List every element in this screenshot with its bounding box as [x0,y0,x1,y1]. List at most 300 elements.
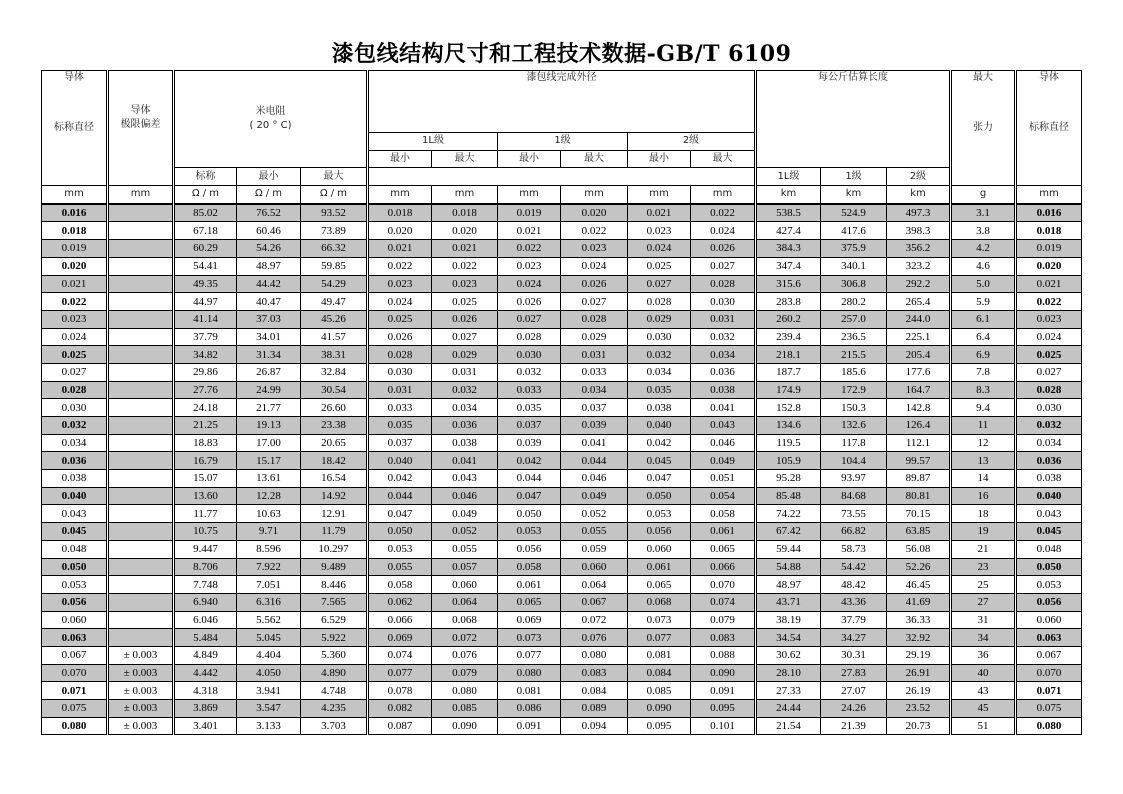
header-2-min: 最小 [628,150,691,168]
document-title: 漆包线结构尺寸和工程技术数据-GB/T 6109 [331,41,792,67]
table-cell: 0.021 [432,240,498,258]
table-cell: 164.7 [887,381,951,399]
table-cell: 23.38 [301,417,368,435]
table-cell [108,399,174,417]
table-cell: 51 [951,717,1016,735]
header-1l-min: 最小 [368,150,432,168]
table-cell: 0.027 [42,363,108,381]
table-cell: 280.2 [821,293,887,311]
table-cell: 26.60 [301,399,368,417]
table-cell: 27.33 [756,682,821,700]
table-cell: 0.022 [691,204,756,222]
table-cell: 0.042 [498,452,561,470]
header-conductor2-label: 导体 [130,105,151,117]
table-cell: 28.10 [756,664,821,682]
table-cell: 0.089 [561,700,628,718]
table-cell: 37.03 [237,310,301,328]
table-body [42,204,1082,735]
units-row [42,186,1082,204]
table-cell: 0.026 [691,240,756,258]
table-cell: 0.074 [368,646,432,664]
table-cell: 0.038 [42,470,108,488]
table-cell: 0.031 [561,346,628,364]
table-cell: 59.44 [756,540,821,558]
table-cell [108,470,174,488]
table-cell: 21.54 [756,717,821,735]
table-cell: 0.065 [498,593,561,611]
table-cell: 0.024 [628,240,691,258]
table-cell: 0.041 [691,399,756,417]
table-cell [108,328,174,346]
table-cell: 0.079 [432,664,498,682]
table-row [42,664,1082,682]
table-cell: 0.077 [368,664,432,682]
table-cell: 99.57 [887,452,951,470]
header-1-min: 最小 [498,150,561,168]
table-cell: 37.79 [821,611,887,629]
table-cell: 26.87 [237,363,301,381]
table-cell: 0.067 [561,593,628,611]
table-cell: 0.071 [1016,682,1082,700]
table-cell: 3.941 [237,682,301,700]
table-cell: 48.97 [756,576,821,594]
table-cell: 0.072 [561,611,628,629]
table-cell: 0.062 [368,593,432,611]
table-cell: 150.3 [821,399,887,417]
table-cell: 0.024 [1016,328,1082,346]
table-cell: 0.037 [368,434,432,452]
table-cell: 0.021 [498,222,561,240]
table-cell: 260.2 [756,310,821,328]
table-cell: 0.024 [498,275,561,293]
table-cell: 34.01 [237,328,301,346]
header-conductor-diameter-right [1016,71,1082,186]
table-cell: 0.090 [432,717,498,735]
table-cell: 347.4 [756,257,821,275]
table-cell: 0.043 [432,470,498,488]
table-cell: 30.54 [301,381,368,399]
table-cell: 0.031 [368,381,432,399]
table-cell: 356.2 [887,240,951,258]
table-cell [108,310,174,328]
table-cell: 0.095 [628,717,691,735]
table-cell: 0.055 [368,558,432,576]
table-row [42,646,1082,664]
table-cell: 27.07 [821,682,887,700]
table-cell: 0.024 [42,328,108,346]
table-cell: 13.60 [174,487,237,505]
table-row [42,222,1082,240]
table-cell: 0.080 [1016,717,1082,735]
table-cell: 0.047 [498,487,561,505]
table-cell: 292.2 [887,275,951,293]
table-cell: 67.18 [174,222,237,240]
table-cell: 0.064 [432,593,498,611]
table-cell: 18.83 [174,434,237,452]
table-cell: 46.45 [887,576,951,594]
table-cell: 10.63 [237,505,301,523]
table-cell: 54.42 [821,558,887,576]
table-cell: 0.020 [42,257,108,275]
table-cell: 20.73 [887,717,951,735]
table-cell: 218.1 [756,346,821,364]
table-cell: 9.447 [174,540,237,558]
table-cell: 95.28 [756,470,821,488]
table-row [42,363,1082,381]
header-nominal-diameter-label: 标称直径 [54,122,94,133]
table-cell: 52.26 [887,558,951,576]
table-cell [108,275,174,293]
table-row [42,611,1082,629]
table-cell: 0.022 [561,222,628,240]
table-cell: 185.6 [821,363,887,381]
table-cell: 0.043 [42,505,108,523]
table-cell: 205.4 [887,346,951,364]
table-cell: 0.030 [1016,399,1082,417]
table-cell: 0.056 [628,523,691,541]
table-cell: 0.084 [628,664,691,682]
table-row [42,381,1082,399]
table-cell: 0.088 [691,646,756,664]
table-row [42,629,1082,647]
table-cell: 18 [951,505,1016,523]
table-cell: 0.032 [691,328,756,346]
table-cell: 48.97 [237,257,301,275]
table-cell: 112.1 [887,434,951,452]
table-cell: 80.81 [887,487,951,505]
table-cell: 0.070 [42,664,108,682]
table-cell: 0.032 [1016,417,1082,435]
table-cell: 0.066 [691,558,756,576]
table-cell: 0.039 [561,417,628,435]
table-cell: 11.79 [301,523,368,541]
table-cell: 26.19 [887,682,951,700]
table-cell: 74.22 [756,505,821,523]
table-cell: 0.044 [368,487,432,505]
table-cell: 9.4 [951,399,1016,417]
table-cell: 5.922 [301,629,368,647]
header-spacer [368,168,756,186]
table-cell: 0.034 [561,381,628,399]
unit-cell: mm [368,186,432,204]
table-cell: 11.77 [174,505,237,523]
table-row [42,417,1082,435]
table-row [42,204,1082,222]
table-cell: 0.090 [691,664,756,682]
table-cell: 24.26 [821,700,887,718]
table-cell: 0.070 [691,576,756,594]
header-res-max: 最大 [301,168,368,186]
table-cell: 0.063 [42,629,108,647]
table-cell: 3.1 [951,204,1016,222]
table-cell: 0.050 [498,505,561,523]
header-row-1 [42,71,1082,133]
table-cell: 0.038 [1016,470,1082,488]
table-cell: 41.14 [174,310,237,328]
table-cell: 44.97 [174,293,237,311]
table-cell: 0.072 [432,629,498,647]
table-cell: 3.869 [174,700,237,718]
table-cell: 0.053 [42,576,108,594]
table-cell: 4.849 [174,646,237,664]
table-cell: 0.070 [1016,664,1082,682]
table-cell: 126.4 [887,417,951,435]
table-cell: 0.058 [368,576,432,594]
table-cell: 0.077 [498,646,561,664]
table-cell: 0.022 [432,257,498,275]
table-cell: 4.235 [301,700,368,718]
table-cell: 0.053 [628,505,691,523]
table-cell: 283.8 [756,293,821,311]
table-cell: 31.34 [237,346,301,364]
table-cell: 85.48 [756,487,821,505]
header-tolerance-label: 极限偏差 [120,119,161,131]
table-cell: 538.5 [756,204,821,222]
table-cell: ± 0.003 [108,717,174,735]
table-cell: 0.044 [498,470,561,488]
table-cell: 0.028 [1016,381,1082,399]
table-cell: 0.079 [691,611,756,629]
table-cell: 5.484 [174,629,237,647]
table-cell: 18.42 [301,452,368,470]
table-cell: 27.76 [174,381,237,399]
table-cell: 0.020 [432,222,498,240]
table-cell: 0.074 [691,593,756,611]
table-cell: 0.047 [628,470,691,488]
table-cell: 0.069 [498,611,561,629]
table-cell: 66.32 [301,240,368,258]
table-cell: 0.086 [498,700,561,718]
table-cell: 0.076 [432,646,498,664]
table-cell: 0.060 [628,540,691,558]
table-cell: 265.4 [887,293,951,311]
table-cell: 0.040 [1016,487,1082,505]
table-cell: 5.9 [951,293,1016,311]
table-cell: 0.027 [628,275,691,293]
table-cell: 0.090 [628,700,691,718]
table-cell: 174.9 [756,381,821,399]
table-cell: 10.297 [301,540,368,558]
table-cell: 4.2 [951,240,1016,258]
table-cell [108,611,174,629]
table-cell: 0.041 [432,452,498,470]
table-cell: 3.133 [237,717,301,735]
table-cell: 417.6 [821,222,887,240]
table-row [42,717,1082,735]
table-cell: 497.3 [887,204,951,222]
table-cell: 0.035 [498,399,561,417]
header-grade-1l: 1L级 [368,133,498,151]
table-row [42,293,1082,311]
table-cell: 0.030 [628,328,691,346]
table-cell: 0.081 [498,682,561,700]
table-cell: 15.17 [237,452,301,470]
table-cell: 0.067 [42,646,108,664]
table-cell: 24.18 [174,399,237,417]
table-cell: 19.13 [237,417,301,435]
header-max-tension [951,71,1016,186]
table-cell: 0.078 [368,682,432,700]
table-cell: 0.023 [498,257,561,275]
table-cell: 16.79 [174,452,237,470]
table-cell [108,576,174,594]
table-cell: 0.022 [1016,293,1082,311]
table-cell: 66.82 [821,523,887,541]
table-cell: 32.92 [887,629,951,647]
table-cell: 43.36 [821,593,887,611]
table-cell: 6.4 [951,328,1016,346]
table-cell: 14 [951,470,1016,488]
table-cell: 5.0 [951,275,1016,293]
table-cell: 0.026 [368,328,432,346]
table-cell: 0.029 [561,328,628,346]
header-length-per-kg: 每公斤估算长度 [756,71,951,168]
table-row [42,540,1082,558]
table-cell: 0.058 [498,558,561,576]
table-cell: 7.051 [237,576,301,594]
table-cell: 0.023 [561,240,628,258]
table-cell: 0.050 [628,487,691,505]
table-cell: 0.073 [628,611,691,629]
table-cell [108,222,174,240]
table-cell: 6.046 [174,611,237,629]
table-row [42,470,1082,488]
table-cell: 0.034 [1016,434,1082,452]
header-len-1l: 1L级 [756,168,821,186]
table-cell: 21.25 [174,417,237,435]
table-cell: 0.075 [1016,700,1082,718]
table-cell: 239.4 [756,328,821,346]
table-cell: 0.082 [368,700,432,718]
table-cell: 34.54 [756,629,821,647]
table-cell: 0.019 [1016,240,1082,258]
table-cell [108,240,174,258]
table-cell: 0.080 [498,664,561,682]
table-cell: 36.33 [887,611,951,629]
table-cell: 26.91 [887,664,951,682]
table-cell: 34 [951,629,1016,647]
table-cell: 0.091 [691,682,756,700]
table-cell: 0.094 [561,717,628,735]
table-cell: 0.019 [42,240,108,258]
table-cell: 0.036 [691,363,756,381]
table-cell: 0.065 [628,576,691,594]
table-cell: ± 0.003 [108,682,174,700]
table-cell: 0.031 [691,310,756,328]
table-cell: 0.083 [691,629,756,647]
table-cell: 0.087 [368,717,432,735]
table-cell: 0.033 [368,399,432,417]
table-cell: 427.4 [756,222,821,240]
table-cell: 0.024 [691,222,756,240]
table-row [42,257,1082,275]
table-cell: 15.07 [174,470,237,488]
table-cell: 0.028 [368,346,432,364]
table-cell: 0.018 [432,204,498,222]
table-cell: 0.028 [42,381,108,399]
table-cell: 0.040 [368,452,432,470]
table-cell: 6.9 [951,346,1016,364]
table-cell: 0.041 [561,434,628,452]
table-cell: 0.035 [628,381,691,399]
table-cell: 36 [951,646,1016,664]
table-cell: 0.029 [628,310,691,328]
table-cell: 23 [951,558,1016,576]
table-cell: 0.081 [628,646,691,664]
table-cell: 384.3 [756,240,821,258]
table-cell: 0.057 [432,558,498,576]
table-cell: 0.023 [368,275,432,293]
header-max-label: 最大 [973,72,993,83]
wire-data-table [41,70,1082,735]
table-cell: 0.051 [691,470,756,488]
table-cell: 0.027 [1016,363,1082,381]
table-cell: 12.91 [301,505,368,523]
table-cell: 0.063 [1016,629,1082,647]
table-cell [108,381,174,399]
unit-cell: Ω / m [237,186,301,204]
table-cell: 225.1 [887,328,951,346]
table-row [42,558,1082,576]
table-cell: ± 0.003 [108,664,174,682]
table-cell: 34.27 [821,629,887,647]
table-cell: 257.0 [821,310,887,328]
table-cell: 0.067 [1016,646,1082,664]
table-cell: 0.050 [1016,558,1082,576]
unit-cell: mm [628,186,691,204]
table-cell: 73.55 [821,505,887,523]
table-row [42,682,1082,700]
table-cell: 0.045 [628,452,691,470]
table-cell [108,593,174,611]
table-cell: 0.025 [628,257,691,275]
table-cell: 7.748 [174,576,237,594]
table-cell: 67.42 [756,523,821,541]
table-row [42,328,1082,346]
table-cell: 11 [951,417,1016,435]
table-cell: 59.85 [301,257,368,275]
table-row [42,399,1082,417]
table-cell: 0.064 [561,576,628,594]
table-cell: 0.043 [1016,505,1082,523]
table-cell: 0.037 [498,417,561,435]
table-cell: 4.748 [301,682,368,700]
table-cell: 0.050 [42,558,108,576]
table-cell: 398.3 [887,222,951,240]
table-cell: 0.056 [1016,593,1082,611]
header-res-min: 最小 [237,168,301,186]
table-cell: 0.055 [432,540,498,558]
table-cell: 0.101 [691,717,756,735]
table-cell: 56.08 [887,540,951,558]
table-cell: 0.080 [432,682,498,700]
header-outer-diameter: 漆包线完成外径 [368,71,756,133]
table-cell: 0.023 [1016,310,1082,328]
table-cell: 4.6 [951,257,1016,275]
table-cell [108,257,174,275]
table-cell: 27 [951,593,1016,611]
table-cell: 0.056 [42,593,108,611]
table-cell [108,452,174,470]
table-cell: 49.47 [301,293,368,311]
table-cell: 0.024 [368,293,432,311]
table-cell: 0.056 [498,540,561,558]
table-cell: 4.404 [237,646,301,664]
table-cell: 0.053 [498,523,561,541]
table-cell: 0.032 [498,363,561,381]
table-cell: 0.059 [561,540,628,558]
table-cell: 54.88 [756,558,821,576]
